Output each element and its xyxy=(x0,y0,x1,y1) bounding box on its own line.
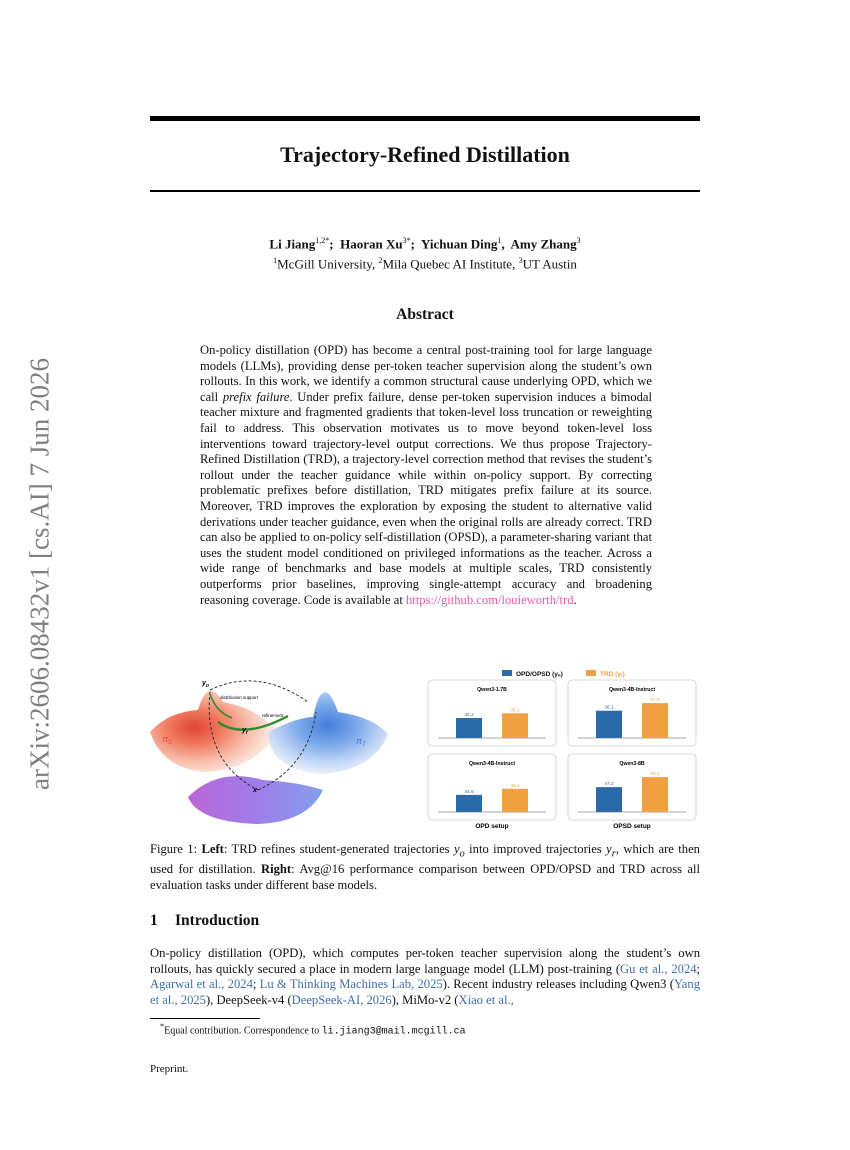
author-name: Yichuan Ding xyxy=(420,236,498,252)
author-name: Li Jiang xyxy=(269,236,316,252)
bar-value-label: 35.2 xyxy=(510,708,520,714)
bar xyxy=(596,711,622,738)
citation-link[interactable]: Gu et al., 2024 xyxy=(620,961,697,976)
author-sup: 1,2 xyxy=(315,236,326,245)
panel-title: Qwen3-4B-Instruct xyxy=(468,761,516,767)
panel-title: Qwen3-8B xyxy=(619,761,645,767)
bar xyxy=(596,787,622,812)
legend-swatch xyxy=(586,670,596,676)
author-mark: * xyxy=(325,236,330,245)
bar-value-label: 44.5 xyxy=(464,789,474,795)
label-x: x xyxy=(253,787,257,794)
paper-title: Trajectory-Refined Distillation xyxy=(280,142,570,167)
email: li.jiang3@mail.mcgill.ca xyxy=(321,1026,466,1038)
bar xyxy=(502,713,528,738)
author-mark: * xyxy=(406,236,411,245)
citation-link[interactable]: Agarwal et al., 2024 xyxy=(150,977,253,992)
author-sup: 1 xyxy=(497,236,502,245)
affiliation: McGill University xyxy=(277,256,372,272)
citation-link[interactable]: Lu & Thinking Machines Lab, 2025 xyxy=(259,977,443,992)
citation-link[interactable]: Xiao et al., xyxy=(458,992,514,1007)
bar xyxy=(456,718,482,738)
title-bottom-rule xyxy=(150,190,700,192)
bar-value-label: 46.1 xyxy=(510,783,520,789)
bar-value-label: 34.2 xyxy=(464,713,474,719)
bar xyxy=(642,777,668,812)
author-sup: 3 xyxy=(576,236,581,245)
arxiv-sidebar-stamp xyxy=(16,330,64,818)
label-pi-s: $\pi_S$ xyxy=(162,734,173,746)
panel-title: Qwen3-4B-Instruct xyxy=(608,687,656,693)
abstract-body: On-policy distillation (OPD) has become a central post-training tool for large language models (LLMs), providing dense per-token teacher supervision along the student’s own rollouts. In this work, we identify a common structural cause underlying OPD, which we call prefix failure. Under prefix failure, dense per-token supervision induces a bimodal teacher mixture and fragmented gradients that token-level loss truncation or reweighting fail to address. This observation motivates us to move beyond token-level loss interventions toward trajectory-level output corrections. We thus propose Trajectory-Refined Distillation (TRD), a trajectory-level correction method that revises the student’s rollout under the teacher guidance while within on-policy support. By correcting problematic prefixes before distillation, TRD mitigates prefix failure at its source. Moreover, TRD improves the exploration by exposing the student to alternative valid derivations under teacher guidance, even when the original rolls are already correct. TRD can also be applied to on-policy self-distillation (OPSD), a parameter-sharing variant that uses the student model conditioned on privileged informations as the teacher. Across a wide range of benchmarks and base models at multiple scales, TRD consistently outperforms prior baselines, improving single-attempt accuracy and broadening reasoning coverage. Code is available at https://github.com/louieworth/trd. xyxy=(200,343,653,607)
section-heading: 1 Introduction xyxy=(150,912,260,929)
author-block xyxy=(150,232,700,273)
bar-value-label: 47.2 xyxy=(604,782,614,788)
abstract-emphasis: prefix failure xyxy=(222,389,290,404)
label-refinement: refinement xyxy=(262,713,284,718)
citation-link[interactable]: Yang et al., 2025 xyxy=(150,977,700,1007)
teacher-distribution-surface xyxy=(268,692,388,774)
author-sup: 3 xyxy=(402,236,407,245)
author-name: Haoran Xu xyxy=(340,236,403,252)
figure-caption: Figure 1: Left: TRD refines student-generated trajectories $y_o$ into improved trajectories $y_r$, which are then used for distillation. Right: Avg@16 performance comparison between OPD/OPSD and TRD across all evaluation tasks under different base models. xyxy=(150,842,700,892)
label-yr: $y_r$ xyxy=(242,727,248,736)
label-pi-t: $\pi_T$ xyxy=(356,736,366,748)
label-support: distribution support xyxy=(220,695,259,700)
bar-value-label: 37.8 xyxy=(650,698,660,704)
arxiv-id: arXiv:2606.08432v1 [cs.AI] 7 Jun 2026 xyxy=(24,358,55,790)
footnote-rule xyxy=(150,1018,260,1019)
panel-title: Qwen3-1.7B xyxy=(477,687,507,693)
preprint-label: Preprint. xyxy=(150,1063,189,1075)
group-label: OPSD setup xyxy=(613,823,651,830)
base-distribution-surface xyxy=(188,776,323,824)
label-yo: $y_o$ xyxy=(202,680,209,689)
bar xyxy=(502,789,528,812)
figure-right-bar-chart xyxy=(424,664,700,834)
group-label: OPD setup xyxy=(475,823,509,830)
legend-label: OPD/OPSD (yₒ) xyxy=(516,671,563,678)
affiliation: Mila Quebec AI Institute xyxy=(382,256,513,272)
intro-paragraph: On-policy distillation (OPD), which computes per-token teacher supervision along the student’s own rollouts, has quickly secured a place in modern large language model (LLM) post-training (Gu et al., 2024; Agarwal et al., 2024; Lu & Thinking Machines Lab, 2025). Recent industry releases including Qwen3 (Yang et al., 2025), DeepSeek-v4 (DeepSeek-AI, 2026), MiMo-v2 (Xiao et al., xyxy=(150,946,701,1007)
legend-swatch xyxy=(502,670,512,676)
title-top-rule xyxy=(150,116,700,121)
bar xyxy=(456,795,482,812)
figure-left-illustration xyxy=(148,672,390,832)
bar xyxy=(642,703,668,738)
code-link[interactable]: https://github.com/louieworth/trd xyxy=(405,592,574,607)
affiliation: UT Austin xyxy=(522,256,577,272)
footnote: *Equal contribution. Correspondence to li.jiang3@mail.mcgill.ca xyxy=(160,1022,466,1038)
bar-value-label: 36.1 xyxy=(604,705,614,711)
author-list: Li Jiang$^{1,2*}$; Haoran $Xu^{3*}$; Yichuan Ding$^1$, Amy Zhang$^3$ xyxy=(269,236,581,252)
author-name: Amy Zhang xyxy=(510,236,577,252)
legend-label: TRD (yᵣ) xyxy=(600,671,625,678)
citation-link[interactable]: DeepSeek-AI, 2026 xyxy=(291,992,392,1007)
bar-value-label: 50.1 xyxy=(650,772,660,778)
affiliation-list: $^1$McGill University, $^2$Mila Quebec AI Institute, $^3$UT Austin xyxy=(273,256,577,272)
abstract-heading: Abstract xyxy=(396,306,454,323)
